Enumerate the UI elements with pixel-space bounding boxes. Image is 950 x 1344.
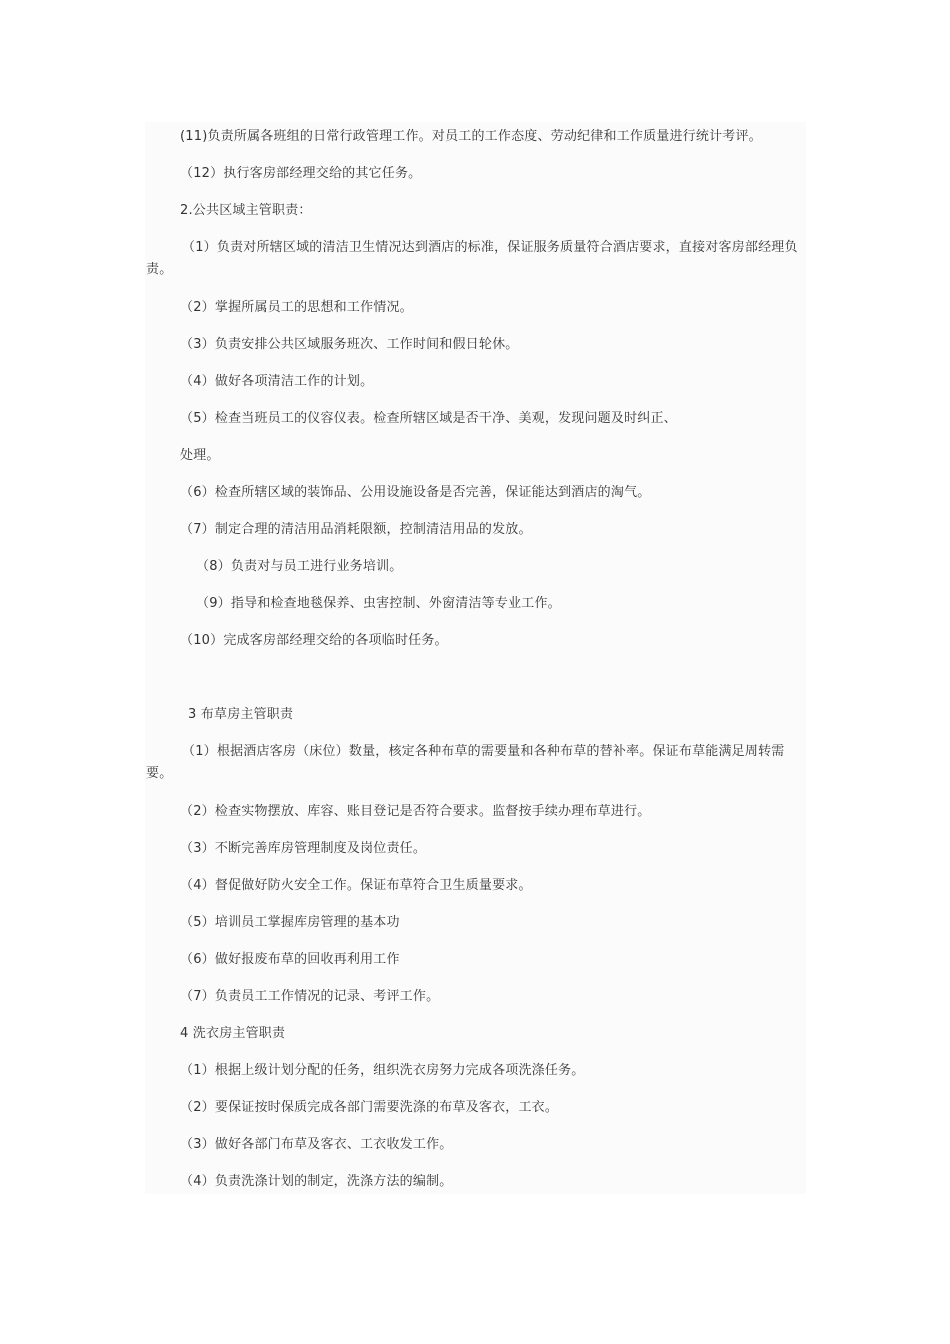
text-line-2-5-cont: 处理。 bbox=[180, 448, 220, 463]
text-line-4-2: （2）要保证按时保质完成各部门需要洗涤的布草及客衣，工衣。 bbox=[180, 1100, 559, 1115]
text-line-3-2: （2）检查实物摆放、库容、账目登记是否符合要求。监督按手续办理布草进行。 bbox=[180, 804, 651, 819]
text-line-11: (11)负责所属各班组的日常行政管理工作。对员工的工作态度、劳动纪律和工作质量进行统计考评。 bbox=[180, 129, 762, 144]
text-line-2-2: （2）掌握所属员工的思想和工作情况。 bbox=[180, 300, 413, 315]
text-line-3-6: （6）做好报废布草的回收再利用工作 bbox=[180, 952, 400, 967]
text-line-2-5: （5）检查当班员工的仪容仪表。检查所辖区域是否干净、美观，发现问题及时纠正、 bbox=[180, 411, 677, 426]
text-line-2-8: （8）负责对与员工进行业务培训。 bbox=[196, 559, 403, 574]
section-heading-4: 4 洗衣房主管职责 bbox=[180, 1026, 286, 1041]
section-heading-3: 3 布草房主管职责 bbox=[188, 707, 294, 722]
text-line-3-7: （7）负责员工工作情况的记录、考评工作。 bbox=[180, 989, 440, 1004]
text-line-2-10: （10）完成客房部经理交给的各项临时任务。 bbox=[180, 633, 448, 648]
text-line-2-4: （4）做好各项清洁工作的计划。 bbox=[180, 374, 374, 389]
text-line-2-3: （3）负责安排公共区域服务班次、工作时间和假日轮休。 bbox=[180, 337, 519, 352]
text-line-2-1: （1）负责对所辖区域的清洁卫生情况达到酒店的标准，保证服务质量符合酒店要求，直接对客房部经理负责。 bbox=[146, 240, 798, 277]
text-line-12: （12）执行客房部经理交给的其它任务。 bbox=[180, 166, 422, 181]
text-line-4-1: （1）根据上级计划分配的任务，组织洗衣房努力完成各项洗涤任务。 bbox=[180, 1063, 585, 1078]
text-line-2-6: （6）检查所辖区域的装饰品、公用设施设备是否完善，保证能达到酒店的淘气。 bbox=[180, 485, 651, 500]
text-line-3-5: （5）培训员工掌握库房管理的基本功 bbox=[180, 915, 400, 930]
section-heading-2: 2.公共区域主管职责： bbox=[180, 203, 312, 218]
text-line-2-9: （9）指导和检查地毯保养、虫害控制、外窗清洁等专业工作。 bbox=[196, 596, 561, 611]
text-line-4-4: （4）负责洗涤计划的制定，洗涤方法的编制。 bbox=[180, 1174, 453, 1189]
text-line-4-3: （3）做好各部门布草及客衣、工衣收发工作。 bbox=[180, 1137, 453, 1152]
text-line-3-3: （3）不断完善库房管理制度及岗位责任。 bbox=[180, 841, 427, 856]
text-line-3-4: （4）督促做好防火安全工作。保证布草符合卫生质量要求。 bbox=[180, 878, 532, 893]
text-line-3-1: （1）根据酒店客房（床位）数量，核定各种布草的需要量和各种布草的替补率。保证布草能满足周转需要。 bbox=[146, 744, 785, 781]
text-line-2-7: （7）制定合理的清洁用品消耗限额，控制清洁用品的发放。 bbox=[180, 522, 532, 537]
